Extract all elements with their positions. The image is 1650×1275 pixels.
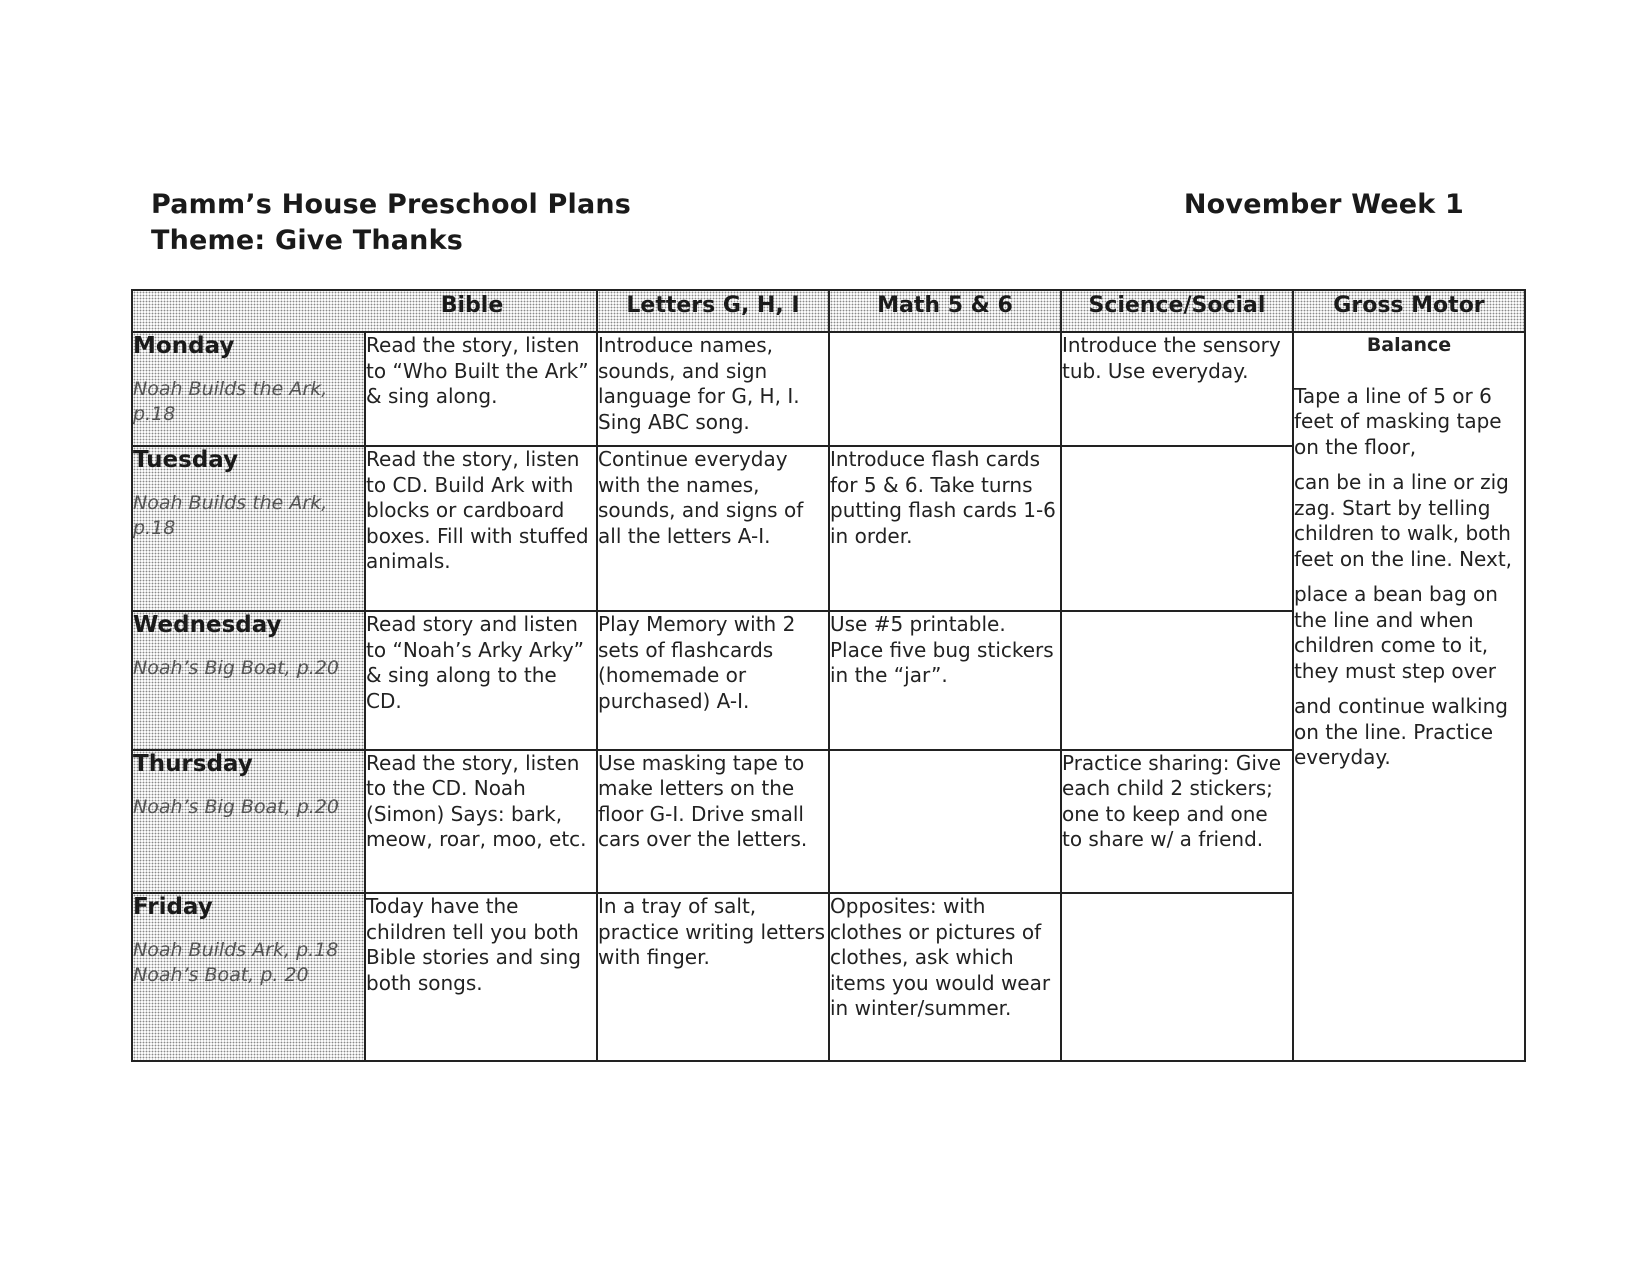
column-header-math: Math 5 & 6 bbox=[829, 290, 1061, 332]
header-row bbox=[132, 290, 1525, 332]
story-reference: Noah Builds the Ark, p.18 bbox=[133, 492, 328, 540]
gross-motor-paragraph: can be in a line or zig zag. Start by telling children to walk, both feet on the line. Next, bbox=[1293, 470, 1513, 571]
science-cell bbox=[1061, 611, 1293, 750]
day-cell bbox=[132, 750, 365, 894]
theme-label: Theme: Give Thanks bbox=[151, 225, 464, 256]
math-cell bbox=[829, 750, 1061, 894]
letters-cell: Play Memory with 2 sets of flashcards (homemade or purchased) A-I. bbox=[597, 611, 829, 750]
day-cell bbox=[132, 446, 365, 611]
day-name: Thursday bbox=[133, 750, 253, 777]
letters-cell: Introduce names, sounds, and sign language for G, H, I. Sing ABC song. bbox=[597, 332, 829, 446]
math-cell bbox=[829, 332, 1061, 446]
day-name: Tuesday bbox=[133, 447, 239, 474]
day-name: Monday bbox=[133, 333, 235, 359]
math-cell: Opposites: with clothes or pictures of clothes, ask which items you would wear in winter/summer. bbox=[829, 893, 1061, 1061]
bible-cell: Read the story, listen to “Who Built the Ark” & sing along. bbox=[365, 332, 597, 446]
story-reference: Noah Builds the Ark, p.18 bbox=[133, 378, 328, 425]
letters-cell: In a tray of salt, practice writing letters with finger. bbox=[597, 893, 829, 1061]
column-header-science: Science/Social bbox=[1061, 290, 1293, 332]
science-cell: Practice sharing: Give each child 2 stickers; one to keep and one to share w/ a friend. bbox=[1061, 750, 1293, 894]
day-cell bbox=[132, 332, 365, 446]
story-reference: Noah Builds Ark, p.18 Noah’s Boat, p. 20 bbox=[133, 939, 339, 987]
math-cell: Use #5 printable. Place five bug stickers in the “jar”. bbox=[829, 611, 1061, 750]
week-label: November Week 1 bbox=[1183, 189, 1464, 220]
gross-motor-paragraph: place a bean bag on the line and when children come to it, they must step over bbox=[1293, 582, 1498, 683]
bible-cell: Read the story, listen to the CD. Noah (Simon) Says: bark, meow, roar, moo, etc. bbox=[365, 750, 597, 894]
page-title: Pamm’s House Preschool Plans bbox=[151, 189, 632, 220]
gross-motor-paragraph: and continue walking on the line. Practice everyday. bbox=[1293, 694, 1508, 769]
bible-cell: Read story and listen to “Noah’s Arky Arky” & sing along to the CD. bbox=[365, 611, 597, 750]
gross-motor-paragraph: Tape a line of 5 or 6 feet of masking tape on the floor, bbox=[1293, 383, 1502, 459]
science-cell: Introduce the sensory tub. Use everyday. bbox=[1061, 332, 1293, 446]
table-row-monday bbox=[132, 332, 1525, 446]
story-reference: Noah’s Big Boat, p.20 bbox=[133, 657, 340, 680]
math-cell: Introduce flash cards for 5 & 6. Take turns putting flash cards 1-6 in order. bbox=[829, 446, 1061, 611]
column-header-bible: Bible bbox=[132, 290, 597, 332]
science-cell bbox=[1061, 893, 1293, 1061]
letters-cell: Use masking tape to make letters on the floor G-I. Drive small cars over the letters. bbox=[597, 750, 829, 894]
bible-cell: Read the story, listen to CD. Build Ark with blocks or cardboard boxes. Fill with stuffed animals. bbox=[365, 446, 597, 611]
column-header-gross-motor: Gross Motor bbox=[1293, 290, 1525, 332]
science-cell bbox=[1061, 446, 1293, 611]
gross-motor-cell bbox=[1293, 332, 1525, 1061]
day-name: Friday bbox=[133, 894, 213, 921]
day-cell bbox=[132, 611, 365, 750]
day-cell bbox=[132, 893, 365, 1061]
gross-motor-title: Balance bbox=[1366, 334, 1452, 356]
column-header-letters: Letters G, H, I bbox=[597, 290, 829, 332]
story-reference: Noah’s Big Boat, p.20 bbox=[133, 795, 340, 818]
bible-cell: Today have the children tell you both Bible stories and sing both songs. bbox=[365, 893, 597, 1061]
lesson-plan-table bbox=[131, 289, 1526, 1062]
day-name: Wednesday bbox=[133, 612, 282, 639]
letters-cell: Continue everyday with the names, sounds, and signs of all the letters A-I. bbox=[597, 446, 829, 611]
